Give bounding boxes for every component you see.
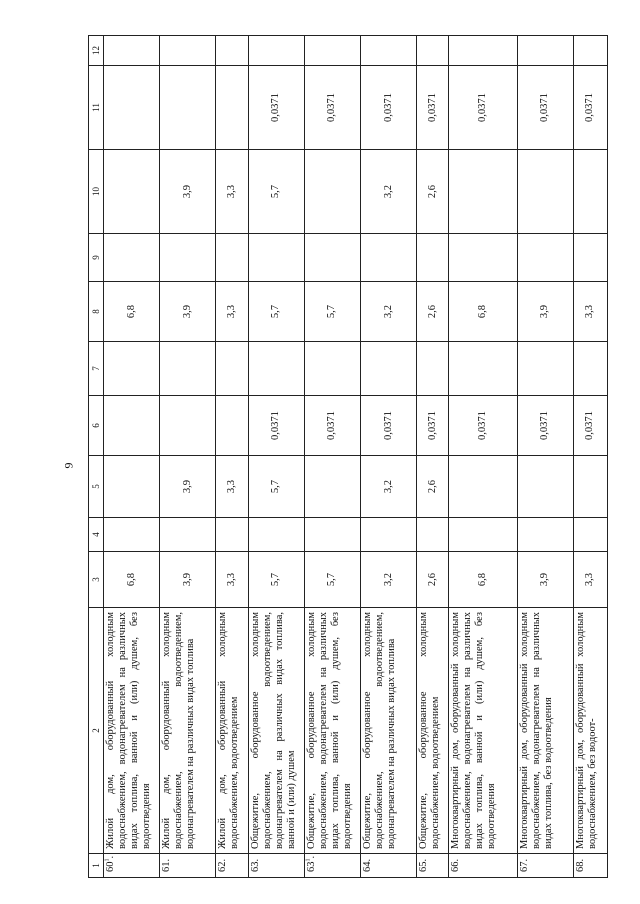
cell-col-8: 3,3: [573, 282, 607, 342]
cell-col-9: [449, 234, 517, 282]
cell-col-8: 6,8: [449, 282, 517, 342]
col-header-12: 12: [89, 36, 104, 66]
row-number: $60^1$.: [104, 854, 160, 878]
cell-col-11: 0,0371: [417, 66, 449, 150]
cell-col-12: [417, 36, 449, 66]
cell-col-4: [104, 518, 160, 552]
row-description: Многоквартирный дом, оборудованный холодным водоснабжением, водонагревателем на различных видах топлива, без водоотведения: [517, 608, 573, 854]
cell-col-7: [361, 342, 417, 396]
col-header-8: 8: [89, 282, 104, 342]
row-description: Общежитие, оборудованное холодным водоснабжением, водонагревателем на различных видах топлива, ванной и (или) душем, без водоотведения: [304, 608, 360, 854]
cell-col-3: 3,9: [517, 552, 573, 608]
cell-col-8: 3,3: [216, 282, 248, 342]
row-number: $63^1$.: [304, 854, 360, 878]
table-row: [248, 36, 304, 878]
cell-col-7: [517, 342, 573, 396]
cell-col-11: 0,0371: [248, 66, 304, 150]
cell-col-3: 6,8: [104, 552, 160, 608]
row-number: 61.: [160, 854, 216, 878]
cell-col-6: 0,0371: [449, 396, 517, 456]
cell-col-7: [304, 342, 360, 396]
col-header-3: 3: [89, 552, 104, 608]
cell-col-10: 3,9: [160, 150, 216, 234]
cell-col-5: 3,2: [361, 456, 417, 518]
table-row: [160, 36, 216, 878]
cell-col-11: 0,0371: [517, 66, 573, 150]
cell-col-4: [573, 518, 607, 552]
cell-col-12: [449, 36, 517, 66]
table-row: [216, 36, 248, 878]
col-header-9: 9: [89, 234, 104, 282]
cell-col-5: 3,9: [160, 456, 216, 518]
cell-col-10: 2,6: [417, 150, 449, 234]
cell-col-7: [104, 342, 160, 396]
row-description: Многоквартирный дом, оборудованный холодным водоснабжением, водонагревателем на различных видах топлива, ванной и (или) душем, без водоотведения: [449, 608, 517, 854]
cell-col-8: 5,7: [304, 282, 360, 342]
col-header-11: 11: [89, 66, 104, 150]
cell-col-3: 3,3: [216, 552, 248, 608]
row-description: Жилой дом, оборудованный холодным водоснабжением, водонагревателем на различных видах топлива, ванной и (или) душем, без водоотведения: [104, 608, 160, 854]
row-number: 67.: [517, 854, 573, 878]
cell-col-10: 5,7: [248, 150, 304, 234]
table-row: [104, 36, 160, 878]
cell-col-5: [449, 456, 517, 518]
cell-col-3: 5,7: [304, 552, 360, 608]
cell-col-12: [361, 36, 417, 66]
cell-col-3: 2,6: [417, 552, 449, 608]
cell-col-5: 5,7: [248, 456, 304, 518]
col-header-4: 4: [89, 518, 104, 552]
cell-col-3: 6,8: [449, 552, 517, 608]
cell-col-8: 2,6: [417, 282, 449, 342]
row-description: Жилой дом, оборудованный холодным водоснабжением, водоотведением: [216, 608, 248, 854]
row-number: 62.: [216, 854, 248, 878]
table-row: [449, 36, 517, 878]
table-row: [361, 36, 417, 878]
cell-col-8: 6,8: [104, 282, 160, 342]
cell-col-12: [216, 36, 248, 66]
row-description: Общежитие, оборудованное холодным водоснабжением, водоотведением, водонагревателем на различных видах топлива, ванной и (или) душем: [248, 608, 304, 854]
cell-col-9: [248, 234, 304, 282]
cell-col-7: [417, 342, 449, 396]
cell-col-10: [573, 150, 607, 234]
cell-col-4: [304, 518, 360, 552]
cell-col-7: [573, 342, 607, 396]
cell-col-8: 3,9: [517, 282, 573, 342]
cell-col-5: [517, 456, 573, 518]
row-number: 63.: [248, 854, 304, 878]
cell-col-9: [216, 234, 248, 282]
row-number: 65.: [417, 854, 449, 878]
col-header-10: 10: [89, 150, 104, 234]
cell-col-6: 0,0371: [417, 396, 449, 456]
cell-col-4: [449, 518, 517, 552]
cell-col-6: [216, 396, 248, 456]
cell-col-12: [248, 36, 304, 66]
cell-col-9: [104, 234, 160, 282]
cell-col-11: 0,0371: [449, 66, 517, 150]
row-number: 68.: [573, 854, 607, 878]
cell-col-12: [304, 36, 360, 66]
table-row: [573, 36, 607, 878]
cell-col-4: [517, 518, 573, 552]
col-header-2: 2: [89, 608, 104, 854]
cell-col-9: [160, 234, 216, 282]
cell-col-6: 0,0371: [361, 396, 417, 456]
cell-col-11: [160, 66, 216, 150]
rotated-table-wrapper: [88, 36, 608, 878]
row-description: Общежитие, оборудованное холодным водоснабжением, водоотведением: [417, 608, 449, 854]
page-number: 9: [61, 462, 76, 469]
cell-col-7: [216, 342, 248, 396]
cell-col-11: 0,0371: [573, 66, 607, 150]
cell-col-5: 2,6: [417, 456, 449, 518]
row-number: 66.: [449, 854, 517, 878]
cell-col-10: [517, 150, 573, 234]
cell-col-10: 3,3: [216, 150, 248, 234]
cell-col-9: [517, 234, 573, 282]
cell-col-5: 3,3: [216, 456, 248, 518]
cell-col-11: 0,0371: [304, 66, 360, 150]
cell-col-4: [361, 518, 417, 552]
cell-col-12: [104, 36, 160, 66]
cell-col-4: [160, 518, 216, 552]
row-number: 64.: [361, 854, 417, 878]
cell-col-11: 0,0371: [361, 66, 417, 150]
cell-col-9: [304, 234, 360, 282]
cell-col-8: 5,7: [248, 282, 304, 342]
table-row: [304, 36, 360, 878]
cell-col-8: 3,9: [160, 282, 216, 342]
cell-col-4: [248, 518, 304, 552]
cell-col-11: [216, 66, 248, 150]
table-row: [417, 36, 449, 878]
cell-col-10: [304, 150, 360, 234]
row-description: Многоквартирный дом, оборудованный холодным водоснабжением, без водоот-: [573, 608, 607, 854]
cell-col-3: 3,2: [361, 552, 417, 608]
cell-col-9: [361, 234, 417, 282]
cell-col-6: 0,0371: [517, 396, 573, 456]
cell-col-5: [573, 456, 607, 518]
cell-col-12: [160, 36, 216, 66]
cell-col-7: [248, 342, 304, 396]
cell-col-9: [417, 234, 449, 282]
cell-col-11: [104, 66, 160, 150]
cell-col-6: 0,0371: [573, 396, 607, 456]
cell-col-5: [104, 456, 160, 518]
cell-col-4: [417, 518, 449, 552]
cell-col-10: 3,2: [361, 150, 417, 234]
table-row: [517, 36, 573, 878]
cell-col-7: [449, 342, 517, 396]
row-description: Общежитие, оборудованное холодным водоснабжением, водоотведением, водонагревателем на различных видах топлива: [361, 608, 417, 854]
col-header-5: 5: [89, 456, 104, 518]
cell-col-6: 0,0371: [248, 396, 304, 456]
cell-col-9: [573, 234, 607, 282]
col-header-1: 1: [89, 854, 104, 878]
cell-col-6: [160, 396, 216, 456]
cell-col-12: [517, 36, 573, 66]
table-body: [104, 36, 608, 878]
cell-col-3: 5,7: [248, 552, 304, 608]
cell-col-8: 3,2: [361, 282, 417, 342]
cell-col-10: [449, 150, 517, 234]
col-header-7: 7: [89, 342, 104, 396]
cell-col-3: 3,3: [573, 552, 607, 608]
col-header-6: 6: [89, 396, 104, 456]
cell-col-6: [104, 396, 160, 456]
tariff-table: [88, 35, 608, 878]
cell-col-3: 3,9: [160, 552, 216, 608]
cell-col-6: 0,0371: [304, 396, 360, 456]
cell-col-4: [216, 518, 248, 552]
row-description: Жилой дом, оборудованный холодным водоснабжением, водоотведением, водонагревателем на различных видах топлива: [160, 608, 216, 854]
cell-col-5: [304, 456, 360, 518]
header-row: [89, 36, 104, 878]
cell-col-10: [104, 150, 160, 234]
cell-col-7: [160, 342, 216, 396]
cell-col-12: [573, 36, 607, 66]
